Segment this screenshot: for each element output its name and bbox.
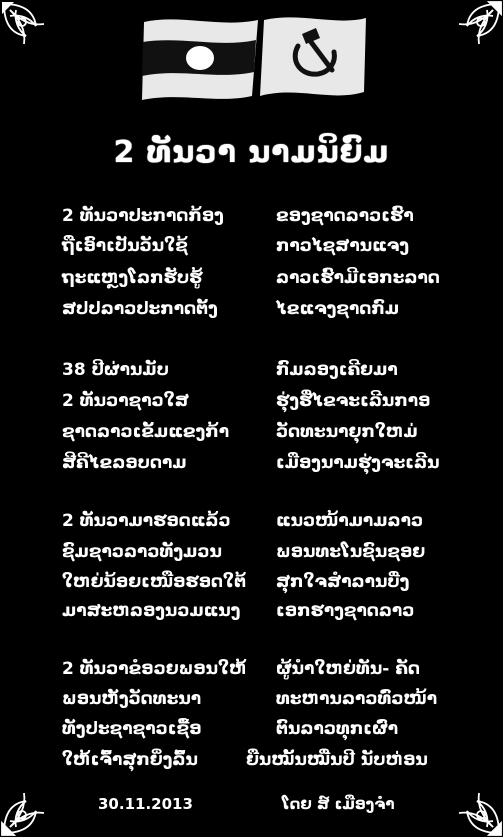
verse-right: ຕົນລາວທຸກເຜົ່າ [276, 719, 399, 739]
verse-right: ຍືນໝັ້ນໝື່ນປີ ນັບຫ່ອນ [246, 750, 428, 770]
party-flag-icon [260, 17, 366, 96]
poem-title: 2 ທັນວາ ນາມນິຍົມ [113, 135, 390, 170]
verse-left: ຊົມຊາວລາວທັງມວນ [62, 542, 222, 562]
verse-right: ຮຸ່ງຮື່ໄຂຈະເລີນກາອ [276, 391, 431, 411]
verse-right: ຂອງຊາດລາວເຮົາ [276, 206, 414, 226]
ornament-top-right-icon [445, 0, 503, 58]
ornament-bottom-right-icon [445, 779, 503, 837]
verse-right: ທະຫານລາວທົ່ວໜ້າ [276, 689, 438, 709]
verse-right: ເອກຮາງຊາດລາວ [276, 601, 415, 621]
national-flag-icon [142, 19, 258, 100]
poem-date: 30.11.2013 [98, 795, 193, 813]
verse-left: 2 ທັນວາຂໍອວຍພອນໃຫ້ [62, 659, 247, 679]
verse-left: 2 ທັນວາມາຮອດແລ້ວ [62, 511, 231, 531]
verse-left: 2 ທັນວາຊາວໃສ [62, 391, 189, 411]
ornament-top-left-icon [0, 0, 58, 58]
verse-right: ວັດທະນາຍຸກໃຫມ່ [276, 422, 418, 442]
ornament-bottom-left-icon [0, 779, 58, 837]
verse-left: ໃຫຍ່ນ້ອຍເໜືອຮອດໃຕ້ [62, 572, 247, 592]
verse-right: ກົມລອງເຄີຍມາ [276, 360, 398, 380]
verse-right: ແນວໜ້າມາມລາວ [276, 511, 424, 531]
verse-left: ທັງປະຊາຊາວເຊື້ອ [62, 719, 202, 739]
verse-left: ມາສະຫລອງນວມແນງ [62, 601, 241, 621]
verse-left: 38 ປີຜ່ານມັບ [62, 360, 169, 380]
verse-right: ຜູ້ນຳໃຫຍ່ທັນ- ຄັດ [276, 659, 421, 679]
verse-left: ສປປລາວປະກາດຕັ້ງ [62, 299, 218, 319]
verse-right: ລາວເຮົາມີເອກະລາດ [276, 268, 440, 288]
verse-left: ສີຄີໄຂລອບດາມ [62, 453, 187, 473]
verse-left: ຊາດລາວເຂັ້ມແຂງກ້າ [62, 422, 230, 442]
verse-right: ໄຂແຈງຊາດກົມ [276, 299, 400, 319]
flags-illustration [140, 12, 370, 104]
verse-right: ພອນທະໂນຊົນຊອຍ [276, 542, 426, 562]
verse-left: ຖະແຫຼງໂລກຮັບຮູ້ [62, 268, 203, 288]
verse-left: ຖືເອົາເປັນວັນໃຊ້ [62, 236, 188, 256]
verse-right: ເມືອງນາມຮຸ່ງຈະເລີນ [276, 453, 440, 473]
verse-left: ໃຫ້ເຈົ້າສຸກຍິ່ງລົ້ນ [62, 750, 198, 770]
verse-left: 2 ທັນວາປະກາດກ້ອງ [62, 206, 224, 226]
verse-right: ສຸກໃຈສຳລານບື່ງ [276, 572, 410, 592]
poem-author: ໂດຍ ສ໌ ເມືອງຈຳ [282, 795, 395, 813]
verse-right: ກາວໄຊສານແຈງ [276, 236, 410, 256]
verse-left: ພອນຫັງວັດທະນາ [62, 689, 202, 709]
